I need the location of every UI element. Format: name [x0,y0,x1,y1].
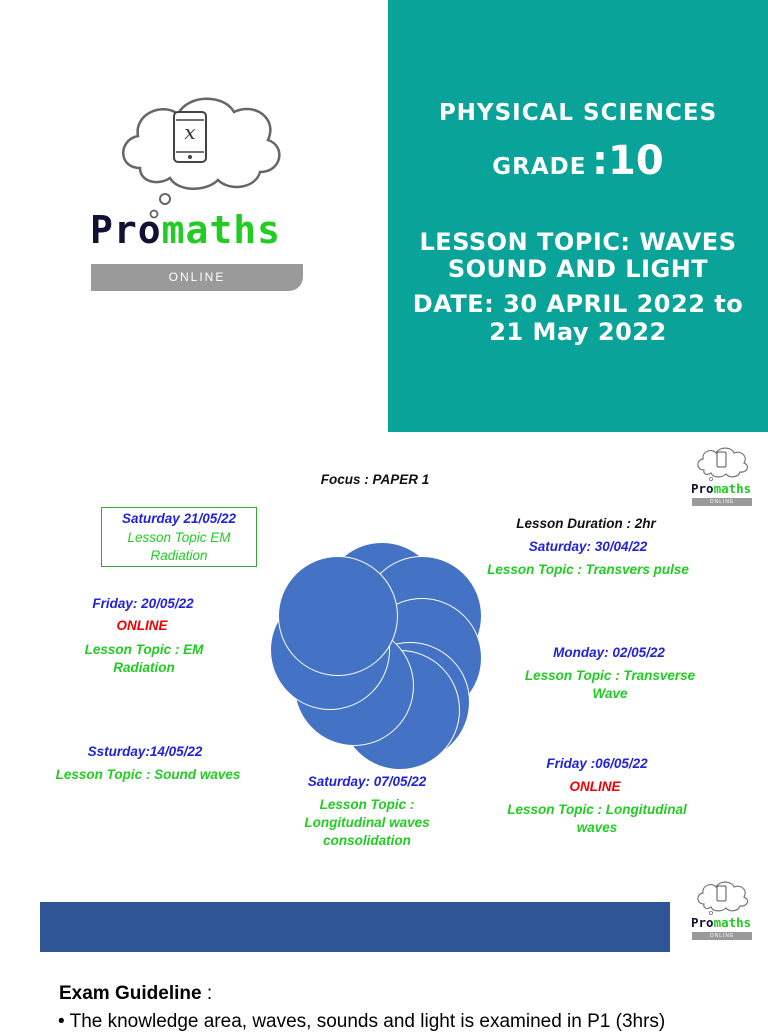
heading-text: Exam Guideline [59,983,202,1004]
cycle-diagram [262,540,492,770]
small-logo-pro: Pro [691,481,714,496]
session-topic: Lesson Topic EM Radiation [127,530,231,563]
small-logo-pro: Pro [691,915,714,930]
session-sat-30-date: Saturday: 30/04/22 [528,539,648,554]
grade-value: :10 [592,138,664,184]
focus-label: Focus : PAPER 1 [320,472,430,487]
date-line-1: DATE: 30 APRIL 2022 to [412,290,744,318]
topic-line-2: SOUND AND LIGHT [447,255,709,283]
icon-symbol: x [184,120,196,144]
session-date: Saturday 21/05/22 [121,511,237,526]
promaths-logo [88,88,308,294]
session-sat-07-topic: Lesson Topic : Longitudinal waves consolidation [304,797,430,848]
session-mon-02-date: Monday: 02/05/22 [553,645,665,660]
small-logo-online-bar: ONLINE [692,498,752,506]
session-fri-20-topic: Lesson Topic : EM Radiation [84,642,204,675]
heading-suffix: : [201,983,213,1004]
section-banner [40,902,670,952]
session-sat-30-topic: Lesson Topic : Transvers pulse [487,562,689,577]
session-sat-14-topic: Lesson Topic : Sound waves [55,767,241,782]
logo-pro: Pro [90,208,162,252]
logo-online-bar: ONLINE [91,264,303,291]
small-logo-online-bar: ONLINE [692,932,752,940]
bullet-dot: • [58,1011,65,1032]
session-fri-06-date: Friday :06/05/22 [546,756,648,771]
grade-line [388,138,768,184]
topic-line-1: LESSON TOPIC: WAVES [419,228,737,256]
session-mon-02-topic: Lesson Topic : Transverse Wave [524,668,696,701]
session-sat-07-date: Saturday: 07/05/22 [307,774,427,789]
exam-guideline-heading [59,983,212,1005]
session-sat-14-date: Ssturday:14/05/22 [87,744,203,759]
logo-wordmark [90,210,281,250]
session-fri-06-topic: Lesson Topic : Longitudinal waves [507,802,687,835]
title-slide [0,0,768,432]
small-logo-maths: maths [713,915,752,930]
bullet-text: The knowledge area, waves, sounds and light is examined in P1 (3hrs) [69,1011,666,1032]
session-fri-06-mode: ONLINE [569,779,621,794]
small-logo [688,446,754,508]
schedule-slide [0,432,768,872]
small-logo-wordmark [691,916,751,930]
small-logo-maths: maths [713,481,752,496]
lesson-duration: Lesson Duration : 2hr [516,516,656,531]
small-logo-3 [688,880,754,942]
cycle-petal [278,556,398,676]
session-fri-20-date: Friday: 20/05/22 [92,596,194,611]
small-logo-wordmark [691,482,751,496]
date-line-2: 21 May 2022 [489,318,667,346]
title-panel [388,0,768,432]
exam-guideline-bullet [58,1011,758,1033]
thought-cloud-phone-icon [688,446,754,484]
session-fri-20-mode: ONLINE [116,618,168,633]
logo-maths: maths [161,208,282,252]
grade-label: GRADE [492,154,587,180]
session-sat-21 [101,507,257,567]
thought-cloud-phone-icon [688,880,754,918]
subject-title: PHYSICAL SCIENCES [438,100,718,126]
